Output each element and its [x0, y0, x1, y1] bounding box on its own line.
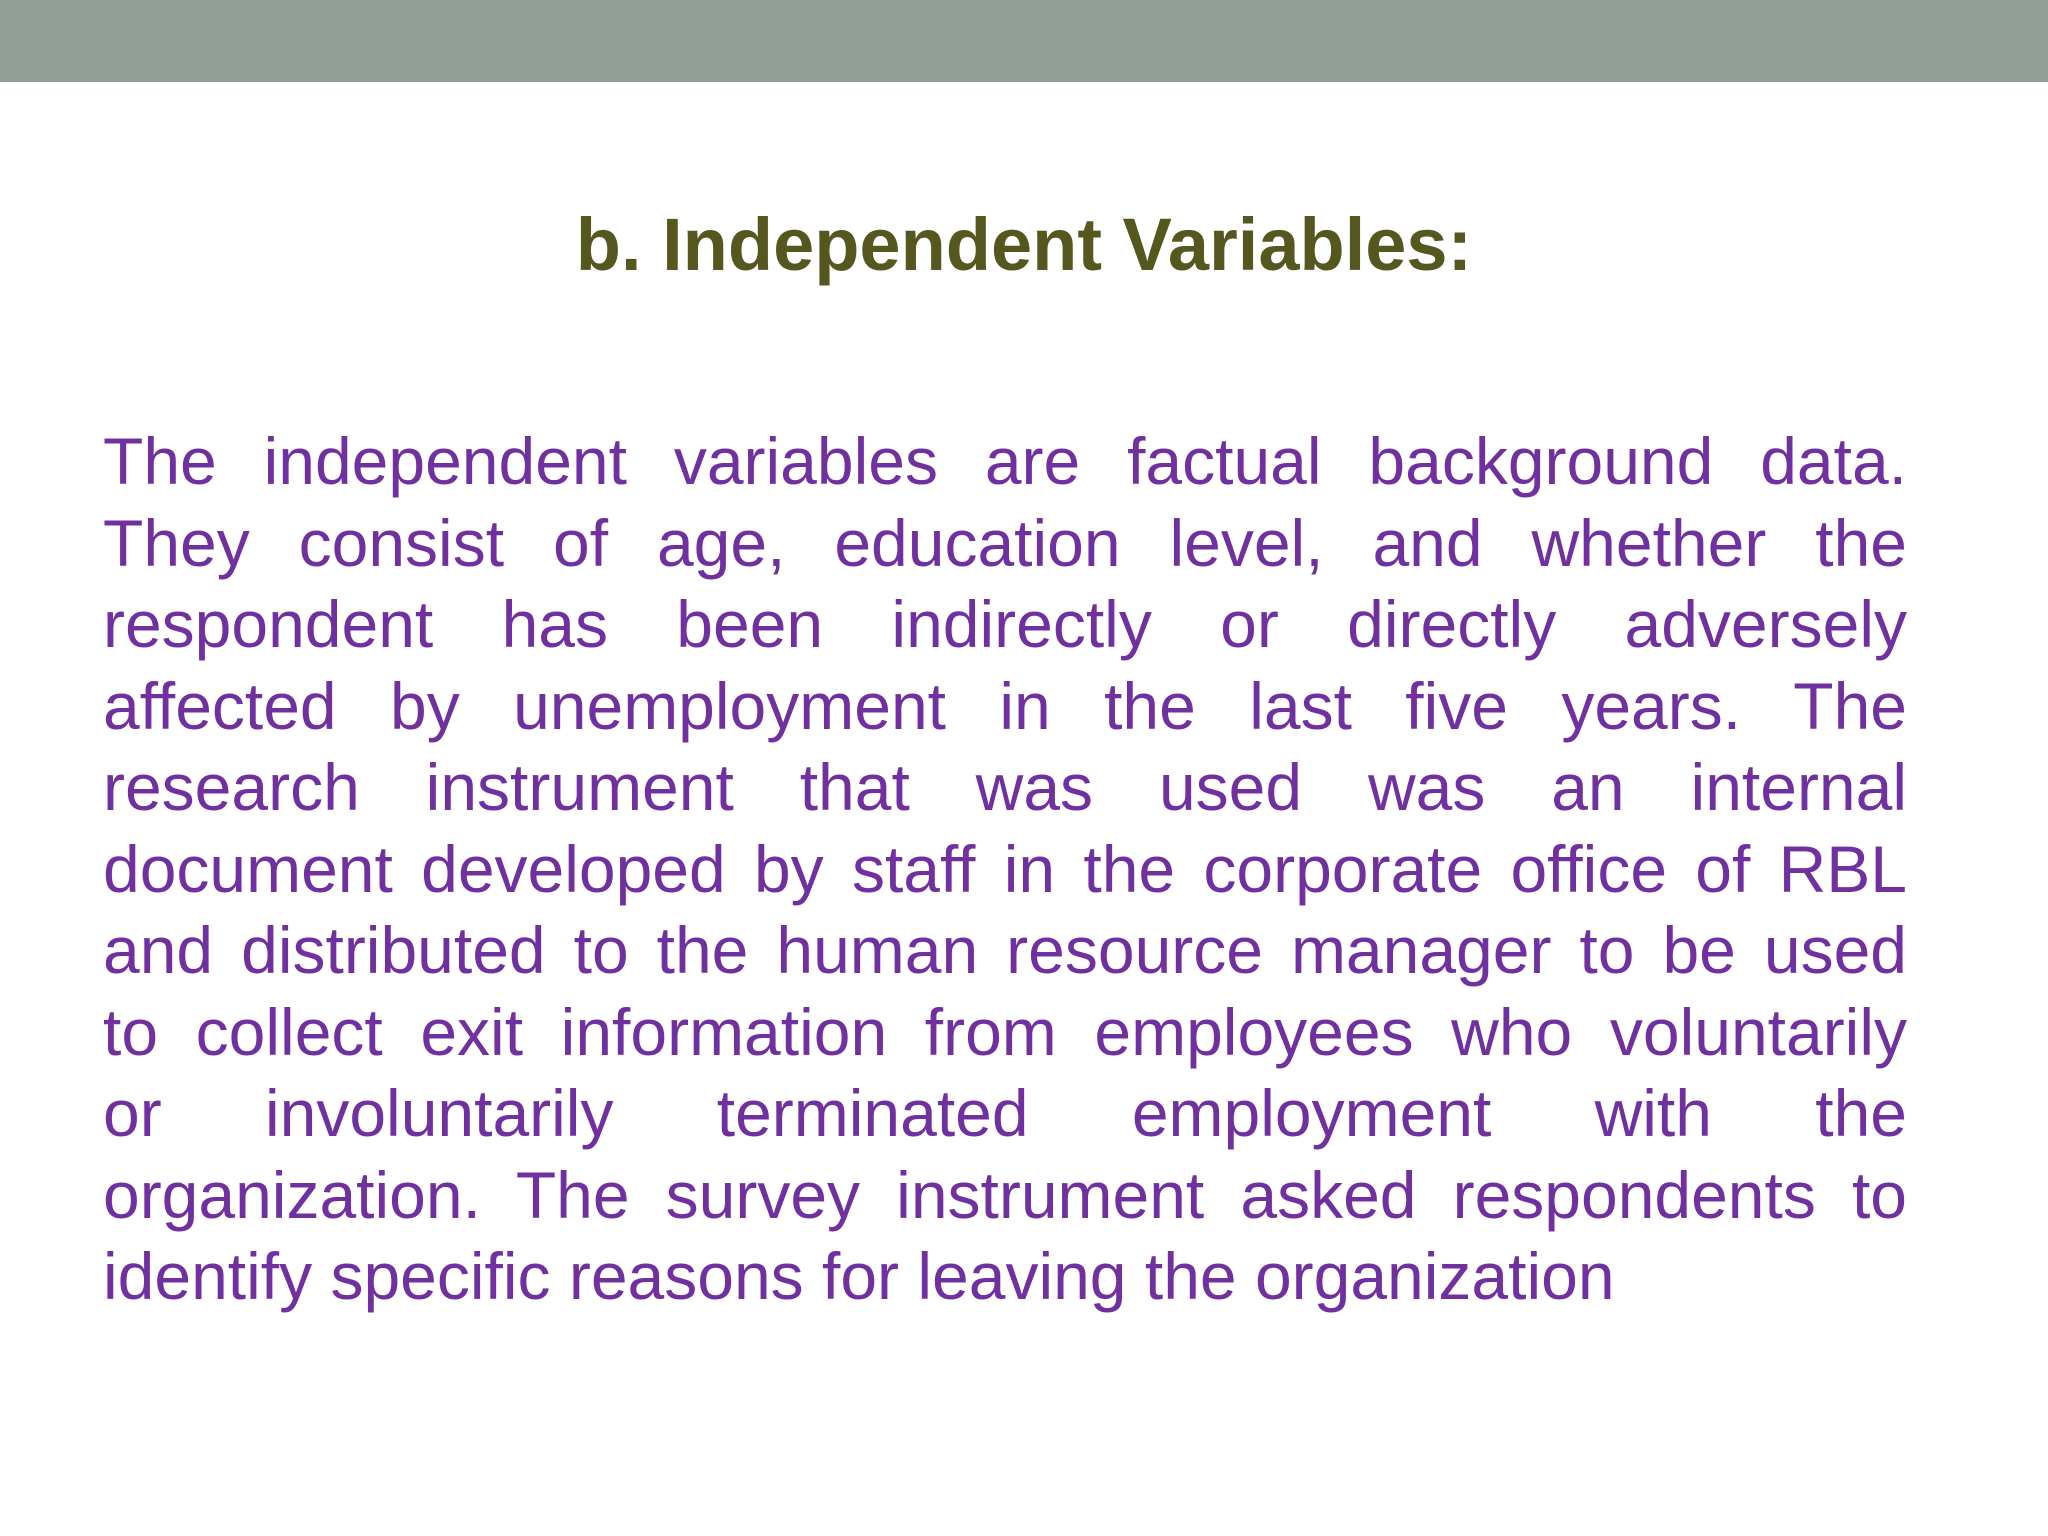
slide-title: b. Independent Variables:: [575, 203, 1473, 286]
top-banner: [0, 0, 2048, 82]
body-line: and distributed to the human resource manager to be used: [103, 913, 1907, 987]
slide-body-paragraph: [103, 421, 1907, 1318]
body-line: research instrument that was used was an internal: [103, 750, 1907, 824]
body-line: They consist of age, education level, and whether the: [103, 505, 1907, 580]
body-line: organization. The survey instrument asked respondents to: [103, 1157, 1907, 1232]
body-line: respondent has been indirectly or directly adversely: [103, 587, 1907, 661]
body-line: The independent variables are factual background data.: [103, 424, 1907, 498]
body-line: to collect exit information from employees who voluntarily: [103, 994, 1907, 1069]
body-line: affected by unemployment in the last five years. The: [103, 668, 1907, 743]
body-line: identify specific reasons for leaving the organization: [103, 1239, 1615, 1313]
body-line: document developed by staff in the corporate office of RBL: [103, 831, 1907, 906]
body-line: or involuntarily terminated employment with the: [103, 1076, 1907, 1150]
